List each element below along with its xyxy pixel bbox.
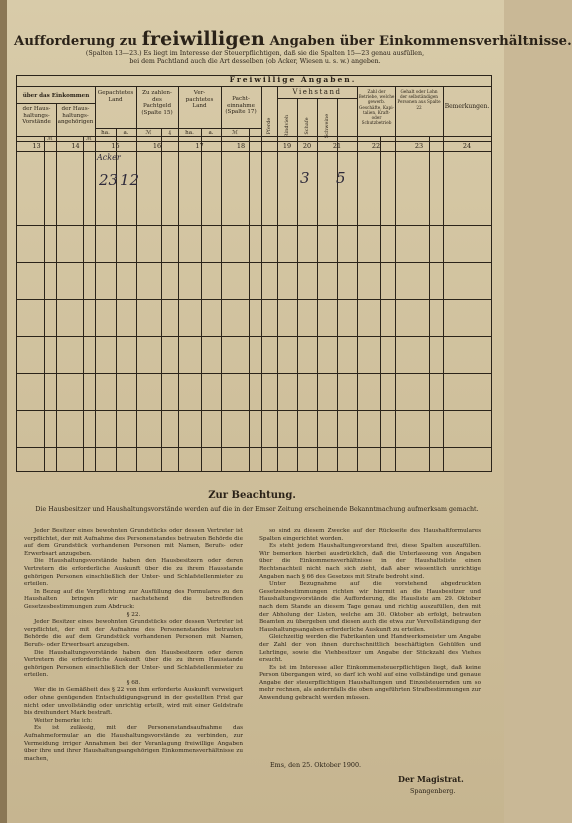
label-line: angehörigen [57, 119, 94, 126]
currency-mark: ℳ [86, 136, 92, 142]
label-line: Ver- [193, 90, 206, 96]
title-emphasis: freiwilligen [141, 28, 265, 50]
einkommen-left-label [17, 106, 56, 126]
col-betriebe-label: Zahl der Betriebe, welche gewerb. Geschäfte, Kapi- talien, Kraft- oder Schutzbetrieb [358, 89, 395, 126]
col-number: 23 [414, 142, 424, 150]
notice-left-column [24, 528, 243, 763]
col-number: 13 [32, 142, 41, 150]
label-line: Land [192, 103, 207, 110]
handwritten-schweine: 5 [336, 169, 346, 187]
col-number: 22 [371, 142, 381, 150]
row-rule [17, 410, 491, 411]
section-mark: § 68. [126, 679, 141, 686]
paragraph: Die Haushaltungsvorstände haben den Hausbesitzern oder deren Vertretern die erforderliche Auskunft über die zu ihrem Hausstande gehörigen Personen einschließlich der Unter- und Schlafstellenmieter zu erteilen. [24, 558, 243, 588]
notice-heading: Zur Beachtung. [208, 490, 296, 501]
paragraph: so sind zu diesem Zwecke auf der Rückseite des Haushaltformulares Spalten eingerichtet worden. [259, 528, 481, 542]
unit-label: a. [123, 130, 129, 136]
unit-label: ℳ [232, 130, 238, 136]
col-remarks-label: Bemerkungen. [444, 103, 490, 110]
notice-date: Ems, den 25. Oktober 1900. [270, 761, 362, 769]
unit-label: ha. [185, 130, 194, 136]
vieh-schweine-label: Schweine [324, 113, 330, 139]
row-rule [17, 262, 491, 263]
label-line: Pachtgeld [142, 103, 172, 110]
handwritten-rindvieh: 3 [300, 169, 310, 187]
subtitle-line: bei dem Pachtland auch die Art desselben (ob Acker, Wiesen u. s. w.) angeben. [129, 58, 381, 66]
col-rule [337, 98, 338, 471]
row-rule [17, 299, 491, 300]
unit-label: ℳ [145, 130, 152, 136]
label-line: haltungs- [23, 112, 50, 119]
viehstand-label: Viehstand [292, 88, 342, 96]
col-number: 21 [332, 142, 342, 150]
col-gehalt-label: Gehalt oder Lohn der selbständigen Personen aus Spalte 22 [397, 89, 441, 110]
col-number: 18 [236, 142, 246, 150]
currency-mark: ℳ [47, 136, 53, 142]
paragraph: Wer die in Gemäßheit des § 22 von ihm erforderte Auskunft verweigert oder ohne genügenden Entschuldigungsgrund in der gestellten Frist gar nicht oder unvollständig oder unrichtig erteilt, wird mit einer Geldstrafe bis dreihundert Mark bestraft. [24, 687, 243, 717]
subcol-rule [83, 136, 84, 471]
handwritten-land-a: 12 [120, 171, 140, 189]
title-pre: Aufforderung zu [14, 34, 138, 49]
paragraph: Gleichzeitig werden die Fabrikanten und Handwerksmeister um Angabe der Zahl der von ihnen durchschnittlich beschäftigten Gehülfen und Lehrlinge, sowie die Viehbesitzer um Angabe der Stückzahl des Viehes ersucht. [259, 634, 481, 664]
col-number: 19 [282, 142, 292, 150]
group-header: Freiwillige Angaben. [229, 75, 357, 84]
row-rule [17, 336, 491, 337]
binding-edge [0, 0, 7, 823]
subcol-rule [380, 136, 381, 471]
paragraph: In Bezug auf die Verpflichtung zur Ausfüllung des Formulares zu den Haushalten bringen wir nachstehend die betreffenden Gesetzesbestimmungen zum Abdruck: [24, 588, 243, 610]
subcol-rule [161, 128, 162, 471]
unit-label: ha. [101, 130, 110, 136]
paragraph: Es steht jedem Haushaltungsvorstand frei, diese Spalten auszufüllen. Wir bemerken hierbei ausdrücklich, daß die Unterlassung von Angaben über die Einkommensverhältnisse in der Haushaltsliste einen Rechtsnachteil nicht nach sich zieht, daß aber wissentlich unrichtige Angaben nach § 66 des Gesetzes mit Strafe bedroht sind. [259, 543, 481, 580]
unit-label: ₰ [168, 130, 171, 136]
row-rule [17, 225, 491, 226]
col-rule [297, 98, 298, 471]
label-line: pachtetes [185, 96, 214, 103]
col-number: 20 [302, 142, 312, 150]
col-pachtgeld-label [136, 90, 178, 116]
label-line: Vorstände [22, 119, 51, 126]
label-line: haltungs- [62, 112, 89, 119]
handwritten-land-type: Acker [97, 153, 121, 162]
label-line: einnahme [227, 102, 255, 109]
label-line: (Spalte 17) [225, 109, 257, 116]
signer-name: Spangenberg. [410, 787, 456, 795]
section-mark: § 22. [126, 611, 141, 618]
einkommen-header: über das Einkommen [22, 93, 90, 99]
handwritten-land-ha: 23 [99, 171, 119, 189]
label-line: der Haus- [22, 106, 51, 112]
label-line: Zu zahlen- [142, 90, 172, 96]
subcol-rule [249, 128, 250, 471]
label-line: (Spalte 15) [141, 109, 173, 116]
paragraph: Weiter bemerke ich: [34, 717, 93, 724]
row-rule [17, 447, 491, 448]
paragraph: Unter Bezugnahme auf die vorstehend abgedruckten Gesetzesbestimmungen richten wir hiermit an die Hausbesitzer und Haushaltungsvorstände die Aufforderung, die Hausliste am 29. Oktober nach dem Stande an diesem Tage genau und richtig auszufüllen, den mit der Abholung der Listen, welche am 30. Oktober ab erfolgt, betrauten Beamten zu übergeben und diesen auch die etwa zur Vervollständigung der Haushaltungsangaben erforderliche Auskunft zu erteilen. [259, 581, 481, 633]
signer-title: Der Magistrat. [398, 774, 464, 784]
col-number: 14 [71, 142, 80, 150]
label-line: der Haus- [61, 106, 90, 112]
row-rule [17, 86, 491, 87]
form-subtitle [20, 50, 490, 67]
col-rule [56, 103, 57, 471]
notice-line: Die Hausbesitzer und Haushaltungsvorstände werden auf die in der Emser Zeitung erscheinende Bekanntmachung aufmerksam gemacht. [35, 506, 479, 513]
row-rule [17, 151, 491, 152]
row-rule [17, 373, 491, 374]
paragraph: Es ist zulässig, mit der Personenstandsaufnahme das Aufnahmeformular an die Haushaltungsvorstände zu verbinden, zur Vermeidung irriger Annahmen bei der Veranlagung freiwillige Angaben über ihre und ihrer Haushaltungsangehörigen Einkommensverhältnisse zu machen, [24, 725, 243, 762]
paragraph: Die Haushaltungsvorstände haben den Hausbesitzern oder deren Vertretern die erforderliche Auskunft über die zu ihrem Hausstande gehörigen Personen einschließlich der Unter- und Schlafstellenmieter zu erteilen. [24, 649, 243, 679]
paragraph: Jeder Besitzer eines bewohnten Grundstücks oder dessen Vertreter ist verpflichtet, der mit Aufnahme des Personenstandes betrauten Behörde die auf dem Grundstück vorhandenen Personen mit Namen, Berufs- oder Erwerbsart anzugeben. [24, 528, 243, 557]
paragraph: Jeder Besitzer eines bewohnten Grundstücks oder dessen Vertreter ist verpflichtet, der mit der Aufnahme des Personenstandes betrauten Behörde die auf dem Grundstück vorhandenen Personen mit Namen, Berufs- oder Erwerbsart anzugeben. [24, 619, 243, 648]
form-title [14, 28, 572, 50]
notice-right-column [259, 528, 481, 703]
col-number: 16 [152, 142, 162, 150]
subtitle-line: (Spalten 13—23.) Es liegt im Interesse der Steuerpflichtigen, daß sie die Spalten 15—23 genau ausfüllen, [85, 50, 425, 57]
col-number: 24 [462, 142, 472, 150]
col-pachtland-label [95, 90, 136, 103]
vieh-pferde-label: Pferde [266, 117, 272, 135]
vieh-schafe-label: Schafe [304, 117, 310, 135]
label-line: Land [108, 96, 123, 103]
col-pachteinnahme-label [221, 96, 261, 116]
paragraph: Es ist im Interesse aller Einkommensteuerpflichtigen liegt, daß keine Person übergangen wird, so darf ich wohl auf eine vollständige und genaue Angabe der steuerpflichtigen Haushaltungen und Einzelsteuernden um so mehr rechnen, als andernfalls die oben angeführten Strafbestimmungen zur Anwendung gebracht werden müssen. [259, 664, 481, 702]
subcol-rule [201, 128, 202, 471]
col-number: 17 [195, 142, 204, 150]
label-line: Gepachtetes [97, 90, 134, 96]
vieh-rindvieh-label: Rindvieh [284, 114, 290, 138]
title-post: Angaben über Einkommensverhältnisse. [269, 34, 572, 49]
col-rule [317, 98, 318, 471]
subcol-rule [429, 136, 430, 471]
col-verpachtet-label [178, 90, 221, 110]
einkommen-right-label [56, 106, 95, 126]
unit-label: a. [208, 130, 214, 136]
income-table [16, 75, 492, 472]
label-line: des [152, 96, 162, 103]
label-line: Pacht- [232, 96, 250, 102]
col-number: 15 [111, 142, 120, 150]
subcol-rule [44, 136, 45, 471]
col-rule [261, 86, 262, 471]
